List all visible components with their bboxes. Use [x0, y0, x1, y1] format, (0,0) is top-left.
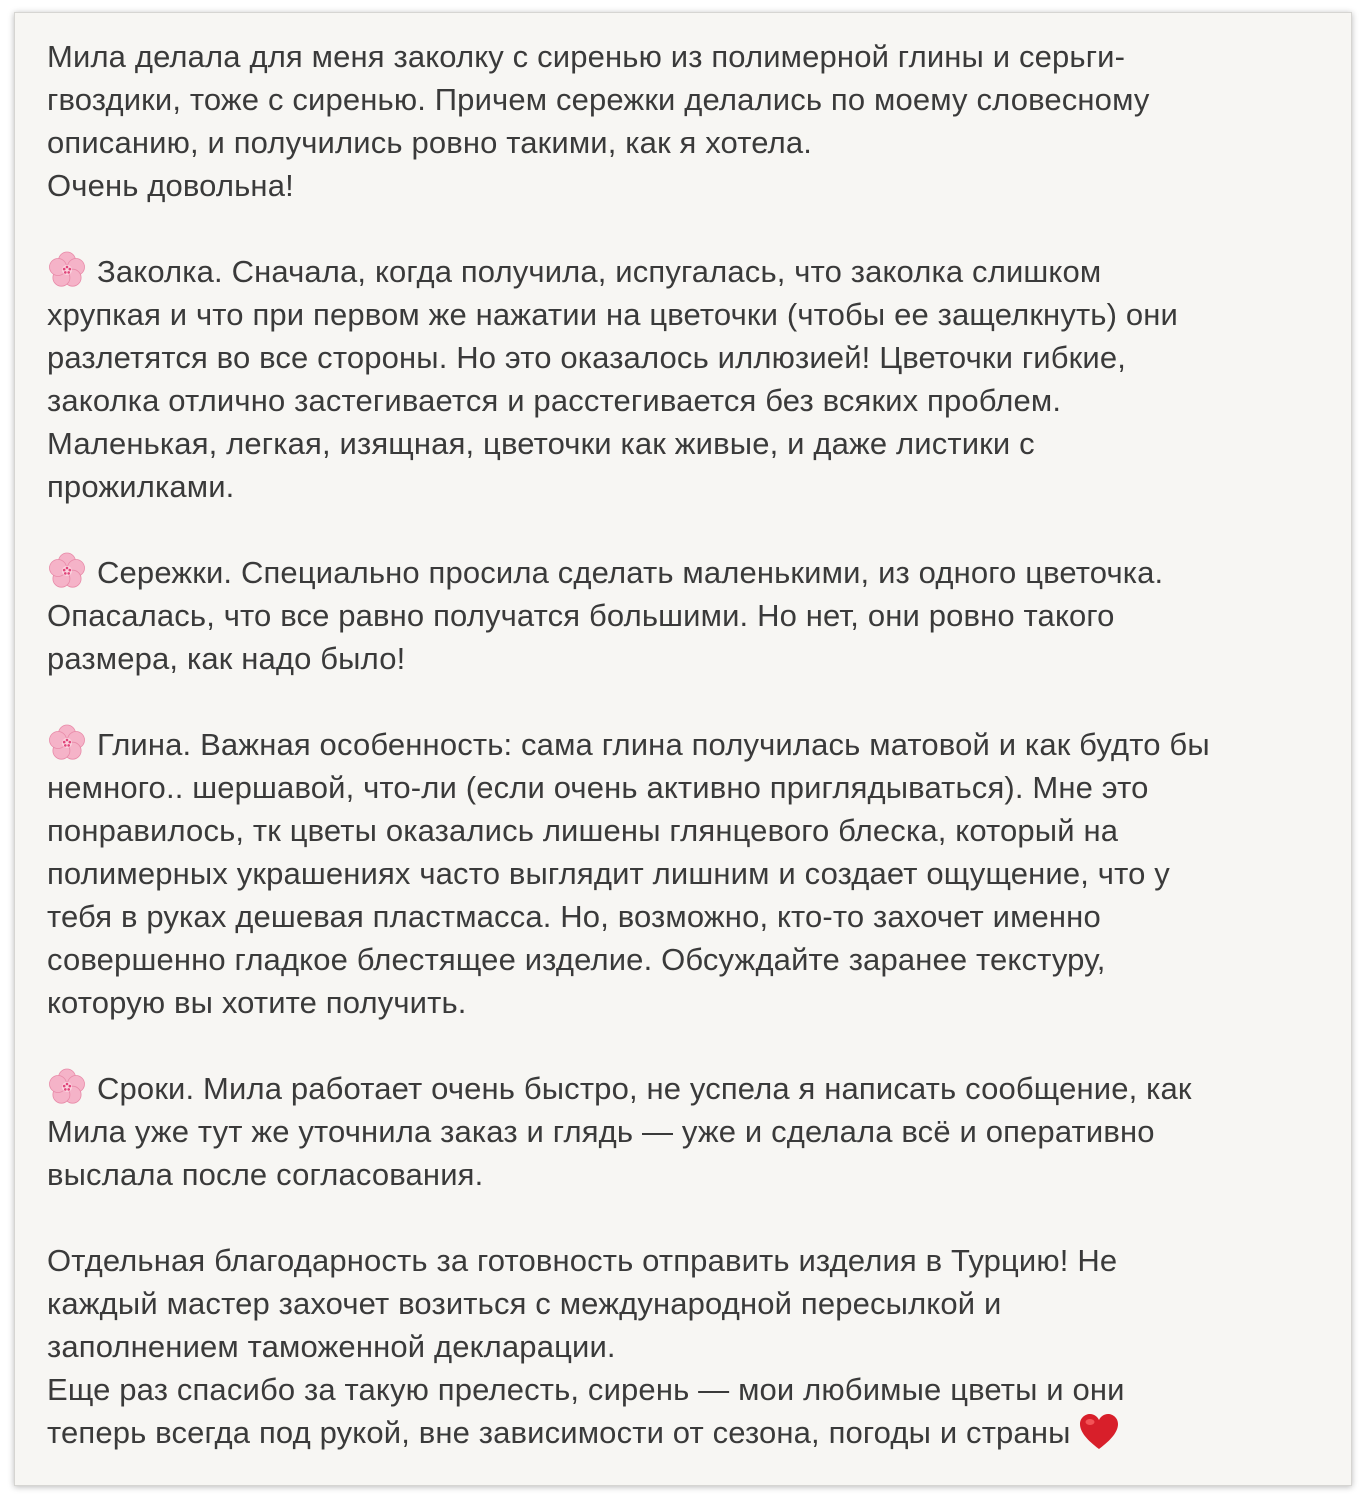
text-line: выслала после согласования. [47, 1157, 484, 1192]
text-line-with-icon [47, 551, 1331, 594]
earrings-paragraph [47, 551, 1331, 680]
text-line: Сережки. Специально просила сделать маленькими, из одного цветочка. [97, 555, 1164, 590]
cherry-blossom-icon [47, 551, 87, 591]
text-line: прожилками. [47, 469, 235, 504]
text-line: Сроки. Мила работает очень быстро, не успела я написать сообщение, как [97, 1071, 1192, 1106]
text-line: немного.. шершавой, что-ли (если очень активно приглядываться). Мне это [47, 770, 1149, 805]
text-line: разлетятся во все стороны. Но это оказалось иллюзией! Цветочки гибкие, [47, 340, 1127, 375]
text-line: описанию, и получились ровно такими, как я хотела. [47, 125, 813, 160]
text-line: Мила делала для меня заколку с сиренью из полимерной глины и серьги- [47, 39, 1126, 74]
text-line-with-icon [47, 1411, 1331, 1454]
text-line: Маленькая, легкая, изящная, цветочки как живые, и даже листики с [47, 426, 1035, 461]
red-heart-icon [1079, 1413, 1119, 1451]
clay-paragraph [47, 723, 1331, 1024]
text-line: хрупкая и что при первом же нажатии на цветочки (чтобы ее защелкнуть) они [47, 297, 1178, 332]
text-line-with-icon [47, 250, 1331, 293]
text-line: Мила уже тут же уточнила заказ и глядь — уже и сделала всё и оперативно [47, 1114, 1155, 1149]
text-line: Заколка. Сначала, когда получила, испугалась, что заколка слишком [97, 254, 1102, 289]
review-card [14, 12, 1352, 1486]
text-line: размера, как надо было! [47, 641, 406, 676]
cherry-blossom-icon [47, 1067, 87, 1107]
cherry-blossom-icon [47, 723, 87, 763]
timing-paragraph [47, 1067, 1331, 1196]
text-line: понравилось, тк цветы оказались лишены глянцевого блеска, который на [47, 813, 1119, 848]
text-line-with-icon [47, 1067, 1331, 1110]
text-line: гвоздики, тоже с сиренью. Причем сережки делались по моему словесному [47, 82, 1150, 117]
text-line: тебя в руках дешевая пластмасса. Но, возможно, кто-то захочет именно [47, 899, 1101, 934]
hairclip-paragraph [47, 250, 1331, 508]
cherry-blossom-icon [47, 250, 87, 290]
text-line: совершенно гладкое блестящее изделие. Обсуждайте заранее текстуру, [47, 942, 1106, 977]
text-line: Глина. Важная особенность: сама глина получилась матовой и как будто бы [97, 727, 1210, 762]
text-line: теперь всегда под рукой, вне зависимости от сезона, погоды и страны [47, 1415, 1071, 1450]
text-line: Отдельная благодарность за готовность отправить изделия в Турцию! Не [47, 1243, 1118, 1278]
thanks-paragraph [47, 1239, 1331, 1454]
text-line: Очень довольна! [47, 168, 294, 203]
text-line: которую вы хотите получить. [47, 985, 467, 1020]
intro-paragraph [47, 35, 1331, 207]
text-line: полимерных украшениях часто выглядит лишним и создает ощущение, что у [47, 856, 1170, 891]
text-line: Еще раз спасибо за такую прелесть, сирень — мои любимые цветы и они [47, 1372, 1125, 1407]
text-line: каждый мастер захочет возиться с международной пересылкой и [47, 1286, 1002, 1321]
text-line: заполнением таможенной декларации. [47, 1329, 616, 1364]
text-line: Опасалась, что все равно получатся большими. Но нет, они ровно такого [47, 598, 1115, 633]
text-line-with-icon [47, 723, 1331, 766]
text-line: заколка отлично застегивается и расстегивается без всяких проблем. [47, 383, 1062, 418]
